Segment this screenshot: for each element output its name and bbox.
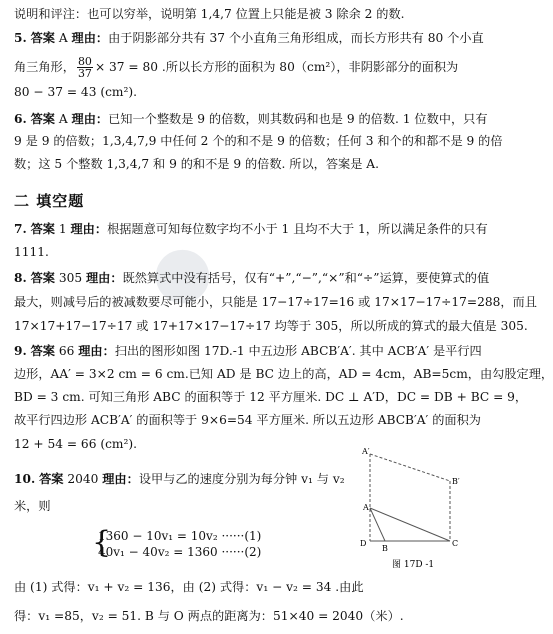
q9-line-3: BD = 3 cm. 可知三角形 ABC 的面积等于 12 平方厘米. DC ⊥ A′D，DC = DB + BC = 9， (14, 390, 528, 404)
q10-line-2: 米，则 (14, 499, 51, 513)
equation-1: 1360 − 10v₁ = 10v₂ ······(1) (98, 529, 262, 543)
q7-line-1: 7. 答案 1 理由：根据题意可知每位数字均不小于 1 且均不大于 1，所以满足条件的只有 (14, 222, 488, 236)
label-b: B (382, 544, 388, 553)
q6-line-1: 6. 答案 A 理由：已知一个整数是 9 的倍数，则其数码和也是 9 的倍数. 1 位数中，只有 (14, 112, 488, 126)
watermark: ● (137, 222, 224, 320)
q7-line-2: 1111. (14, 245, 49, 259)
q10-line-1: 10. 答案 2040 理由：设甲与乙的速度分别为每分钟 v₁ 与 v₂ (14, 472, 345, 486)
q8-line-1: 8. 答案 305 理由：既然算式中没有括号，仅有“+”,“−”,“×”和“÷”运算，要使算式的值 (14, 271, 490, 285)
label-d: D (360, 539, 367, 548)
q6-line-3: 数；这 5 个整数 1,3,4,7 和 9 的和不是 9 的倍数. 所以，答案是 A. (14, 157, 379, 171)
equation-brace: { (92, 525, 112, 560)
label-c: C (452, 539, 459, 548)
label-b-prime: B′ (452, 477, 460, 486)
q5-line-1: 5. 答案 A 理由：由于阴影部分共有 37 个小直角三角形组成，而长方形共有 80 个小直 (14, 31, 484, 45)
q8-line-2: 最大，则减号后的被减数要尽可能小，只能是 17−17÷17=16 或 17×17−17÷17=288，而且 (14, 295, 537, 309)
equation-system (98, 528, 261, 560)
label-a: A (363, 503, 369, 512)
q9-line-2: 边形，AA′ = 3×2 cm = 6 cm.已知 AD 是 BC 边上的高，AD = 4cm，AB=5cm，由勾股定理， (14, 367, 553, 381)
equation-2: 40v₁ − 40v₂ = 1360 ······(2) (98, 545, 262, 559)
q5-line-2: 角三角形， $\frac{80}{37}$ × 37 = 80 .所以长方形的面积为 80（cm²），非阴影部分的面积为 (14, 55, 459, 80)
q10-line-3: 由 (1) 式得：v₁ + v₂ = 136，由 (2) 式得：v₁ − v₂ = 34 .由此 (14, 580, 364, 594)
q10-line-4: 得：v₁ =85，v₂ = 51. B 与 O 两点的距离为：51×40 = 2040（米）. (14, 609, 404, 623)
q9-line-5: 12 + 54 = 66 (cm²). (14, 437, 137, 451)
line-note: 说明和评注：也可以穷举，说明第 1,4,7 位置上只能是被 3 除余 2 的数. (14, 7, 405, 21)
q6-line-2: 9 是 9 的倍数；1,3,4,7,9 中任何 2 个的和不是 9 的倍数；任何 3 和个的和都不是 9 的倍 (14, 134, 503, 148)
figure-caption: 图 17D -1 (392, 560, 435, 570)
fraction-80-37: $\frac{80}{37}$ (77, 55, 92, 80)
q9-line-4: 故平行四边形 ACB′A′ 的面积等于 9×6=54 平方厘米. 所以五边形 ABCB′A′ 的面积为 (14, 413, 481, 427)
segment-a-prime-b-prime (370, 454, 450, 481)
segment-ac (370, 508, 450, 541)
q8-line-3: 17×17+17−17÷17 或 17+17×17−17÷17 均等于 305，所以所成的算式的最大值是 305. (14, 319, 528, 333)
figure-17d-1 (340, 446, 500, 574)
label-a-prime: A′ (362, 447, 370, 456)
section-title: 二 填空题 (14, 192, 85, 210)
q9-line-1: 9. 答案 66 理由：扫出的图形如图 17D.-1 中五边形 ABCB′A′. 其中 ACB′A′ 是平行四 (14, 344, 482, 358)
q5-line-3: 80 − 37 = 43 (cm²). (14, 85, 137, 99)
